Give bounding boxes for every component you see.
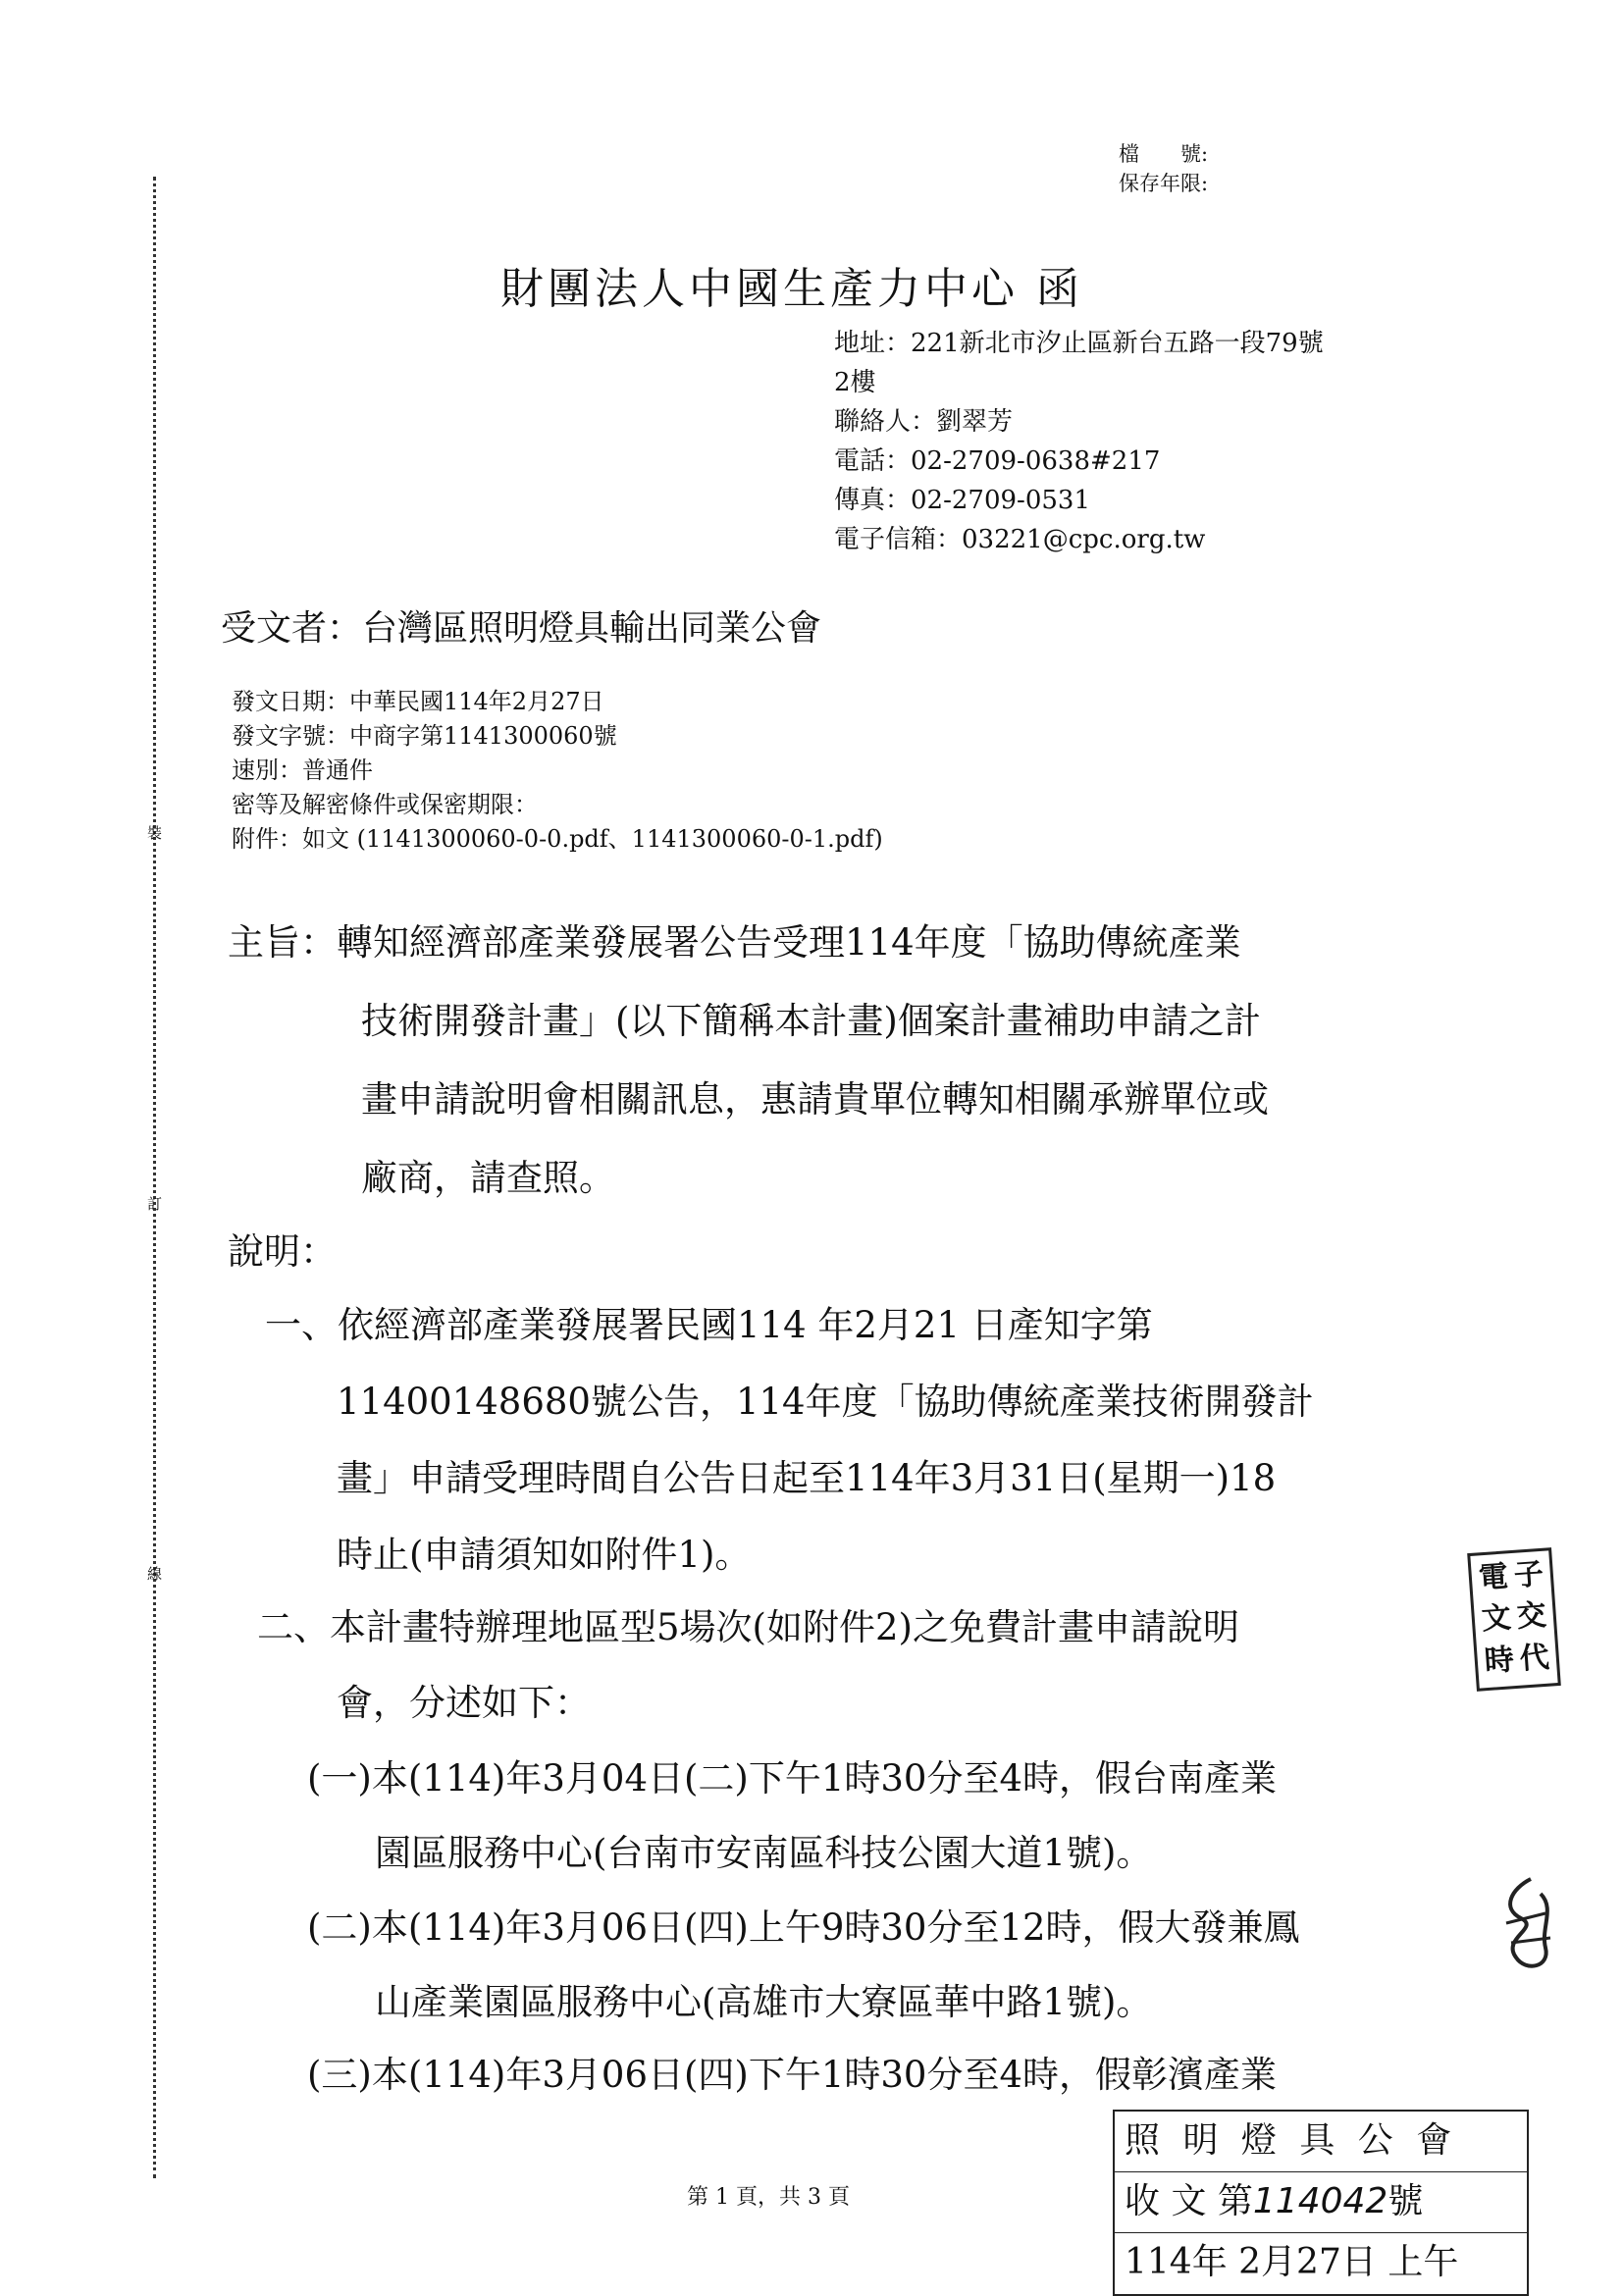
stamp-org: 照 明 燈 具 公 會	[1115, 2112, 1527, 2172]
address-line-1: 地址：221新北市汐止區新台五路一段79號	[834, 329, 1324, 358]
edoc-char: 代	[1518, 1640, 1550, 1677]
line-mark: 線	[147, 1565, 163, 1583]
subject-line-2: 技術開發計畫」(以下簡稱本計畫)個案計畫補助申請之計	[361, 1000, 1261, 1042]
issue-number: 發文字號：中商字第1141300060號	[232, 722, 617, 750]
staple-mark: 訂	[147, 1195, 163, 1213]
fax: 傳真：02-2709-0531	[834, 486, 1090, 515]
document-meta	[232, 685, 883, 857]
contact-block	[834, 324, 1324, 559]
archive-info	[1119, 139, 1208, 198]
edoc-char: 子	[1512, 1556, 1545, 1593]
scribble-mark	[1492, 1869, 1560, 1987]
item1-line-2: 11400148680號公告，114年度「協助傳統產業技術開發計	[337, 1381, 1314, 1423]
edoc-stamp	[1467, 1547, 1561, 1692]
delivery-speed: 速別：普通件	[232, 757, 373, 784]
stamp-suffix: 號	[1387, 2181, 1424, 2221]
secrecy-level: 密等及解密條件或保密期限：	[232, 791, 538, 818]
recipient: 受文者：台灣區照明燈具輸出同業公會	[221, 608, 822, 649]
edoc-char: 時	[1483, 1642, 1516, 1679]
address-line-2: 2樓	[834, 368, 876, 397]
edoc-char: 文	[1480, 1600, 1513, 1638]
edoc-char: 交	[1515, 1598, 1548, 1636]
email: 電子信箱：03221@cpc.org.tw	[834, 525, 1206, 554]
binding-mark: 裝	[147, 824, 163, 842]
item1-line-3: 畫」申請受理時間自公告日起至114年3月31日(星期一)18	[337, 1457, 1277, 1499]
binding-dotted-line	[153, 177, 156, 2178]
item2-line-2: 會，分述如下：	[337, 1682, 591, 1724]
sub1-line-1: (一)本(114)年3月04日(二)下午1時30分至4時，假台南產業	[307, 1757, 1278, 1800]
contact-person: 聯絡人：劉翠芳	[834, 407, 1014, 437]
attachments: 附件：如文 (1141300060-0-0.pdf、1141300060-0-1.pdf)	[232, 825, 883, 853]
explanation-heading: 說明：	[228, 1230, 337, 1273]
stamp-receipt-number	[1115, 2172, 1527, 2233]
stamp-date: 114年 2月27日 上午	[1125, 2242, 1459, 2282]
subject-line-4: 廠商，請查照。	[361, 1157, 615, 1199]
sub1-line-2: 園區服務中心(台南市安南區科技公園大道1號)。	[375, 1832, 1153, 1874]
sub2-line-1: (二)本(114)年3月06日(四)上午9時30分至12時，假大發兼鳳	[307, 1906, 1300, 1949]
stamp-number: 114042	[1252, 2181, 1388, 2221]
issue-date: 發文日期：中華民國114年2月27日	[232, 688, 604, 715]
item1-line-1: 一、依經濟部產業發展署民國114 年2月21 日產知字第	[265, 1304, 1153, 1346]
document-title: 財團法人中國生產力中心 函	[500, 264, 1083, 314]
sub3-line-1: (三)本(114)年3月06日(四)下午1時30分至4時，假彰濱產業	[307, 2054, 1278, 2096]
page-footer: 第 1 頁，共 3 頁	[687, 2185, 850, 2210]
sub2-line-2: 山產業園區服務中心(高雄市大寮區華中路1號)。	[375, 1981, 1153, 2023]
retention-period: 保存年限:	[1119, 172, 1209, 195]
subject-line-3: 畫申請說明會相關訊息，惠請貴單位轉知相關承辦單位或	[361, 1078, 1269, 1121]
item2-line-1: 二、本計畫特辦理地區型5場次(如附件2)之免費計畫申請說明	[257, 1606, 1239, 1648]
edoc-char: 電	[1477, 1559, 1510, 1596]
subject-line-1: 主旨：轉知經濟部產業發展署公告受理114年度「協助傳統產業	[228, 921, 1241, 964]
receipt-stamp	[1113, 2110, 1529, 2296]
phone: 電話：02-2709-0638#217	[834, 446, 1161, 476]
archive-number: 檔 號:	[1119, 142, 1209, 166]
stamp-prefix: 收 文 第	[1125, 2181, 1253, 2221]
item1-line-4: 時止(申請須知如附件1)。	[337, 1534, 752, 1576]
